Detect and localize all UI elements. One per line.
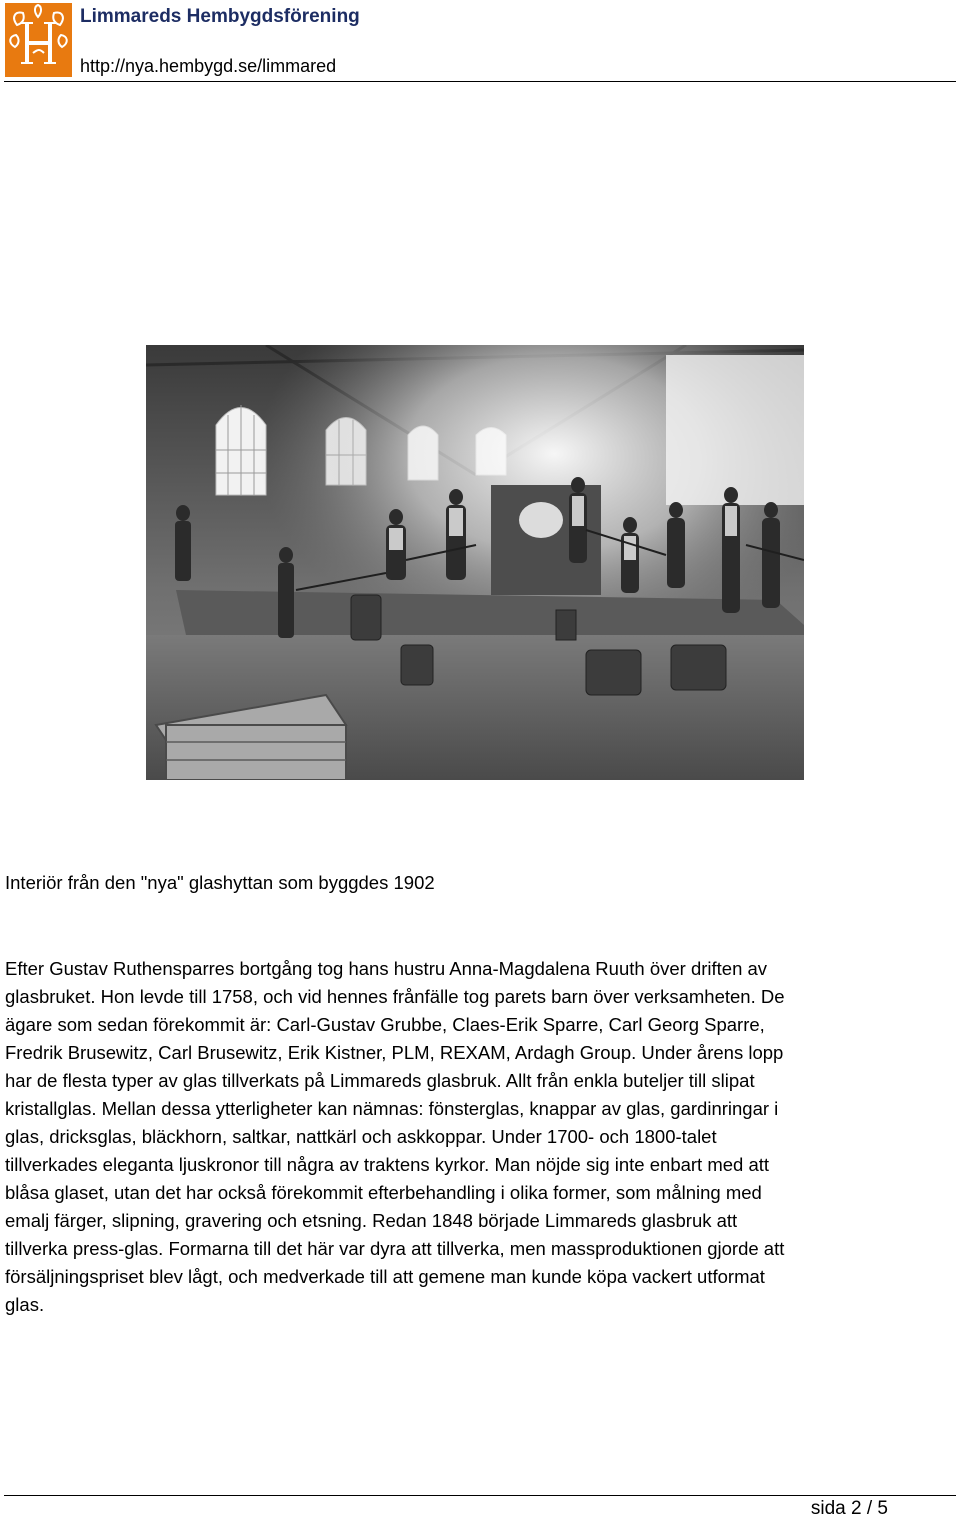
body-line: försäljningspriset blev lågt, och medverkade till att gemene man kunde köpa vackert utformat xyxy=(5,1266,765,1287)
site-title: Limmareds Hembygdsförening xyxy=(80,6,360,27)
glassworks-interior-photo xyxy=(146,345,804,780)
footer-divider xyxy=(4,1495,956,1496)
site-url[interactable]: http://nya.hembygd.se/limmared xyxy=(80,56,337,76)
photo-illustration xyxy=(146,345,804,780)
body-line: glas. xyxy=(5,1294,45,1315)
body-line: tillverka press-glas. Formarna till det här var dyra att tillverka, men massproduktionen gjorde att xyxy=(5,1238,785,1259)
page-number: sida 2 / 5 xyxy=(810,1498,888,1519)
body-line: emalj färger, slipning, gravering och etsning. Redan 1848 började Limmareds glasbruk att xyxy=(5,1210,738,1231)
body-line: har de flesta typer av glas tillverkats på Limmareds glasbruk. Allt från enkla buteljer till slipat xyxy=(5,1070,755,1091)
hembygd-logo-icon xyxy=(5,3,72,77)
body-line: blåsa glaset, utan det har också förekommit efterbehandling i olika former, som målning med xyxy=(5,1182,762,1203)
body-line: glas, dricksglas, bläckhorn, saltkar, nattkärl och askkoppar. Under 1700- och 1800-talet xyxy=(5,1126,717,1147)
body-line: ägare som sedan förekommit är: Carl-Gustav Grubbe, Claes-Erik Sparre, Carl Georg Sparre, xyxy=(5,1014,765,1035)
body-line: kristallglas. Mellan dessa ytterligheter kan nämnas: fönsterglas, knappar av glas, gardinringar i xyxy=(5,1098,779,1119)
body-line: glasbruket. Hon levde till 1758, och vid hennes frånfälle tog parets barn över verksamheten. De xyxy=(5,986,785,1007)
page-header xyxy=(0,0,960,84)
logo-emblem xyxy=(5,3,72,77)
photo-caption: Interiör från den "nya" glashyttan som byggdes 1902 xyxy=(5,872,435,893)
article-body xyxy=(5,955,955,1319)
body-line: Fredrik Brusewitz, Carl Brusewitz, Erik Kistner, PLM, REXAM, Ardagh Group. Under årens lopp xyxy=(5,1042,784,1063)
body-line: Efter Gustav Ruthensparres bortgång tog hans hustru Anna-Magdalena Ruuth över driften av xyxy=(5,958,768,979)
body-line: tillverkades eleganta ljuskronor till några av traktens kyrkor. Man nöjde sig inte enbart med att xyxy=(5,1154,770,1175)
header-divider xyxy=(4,81,956,82)
